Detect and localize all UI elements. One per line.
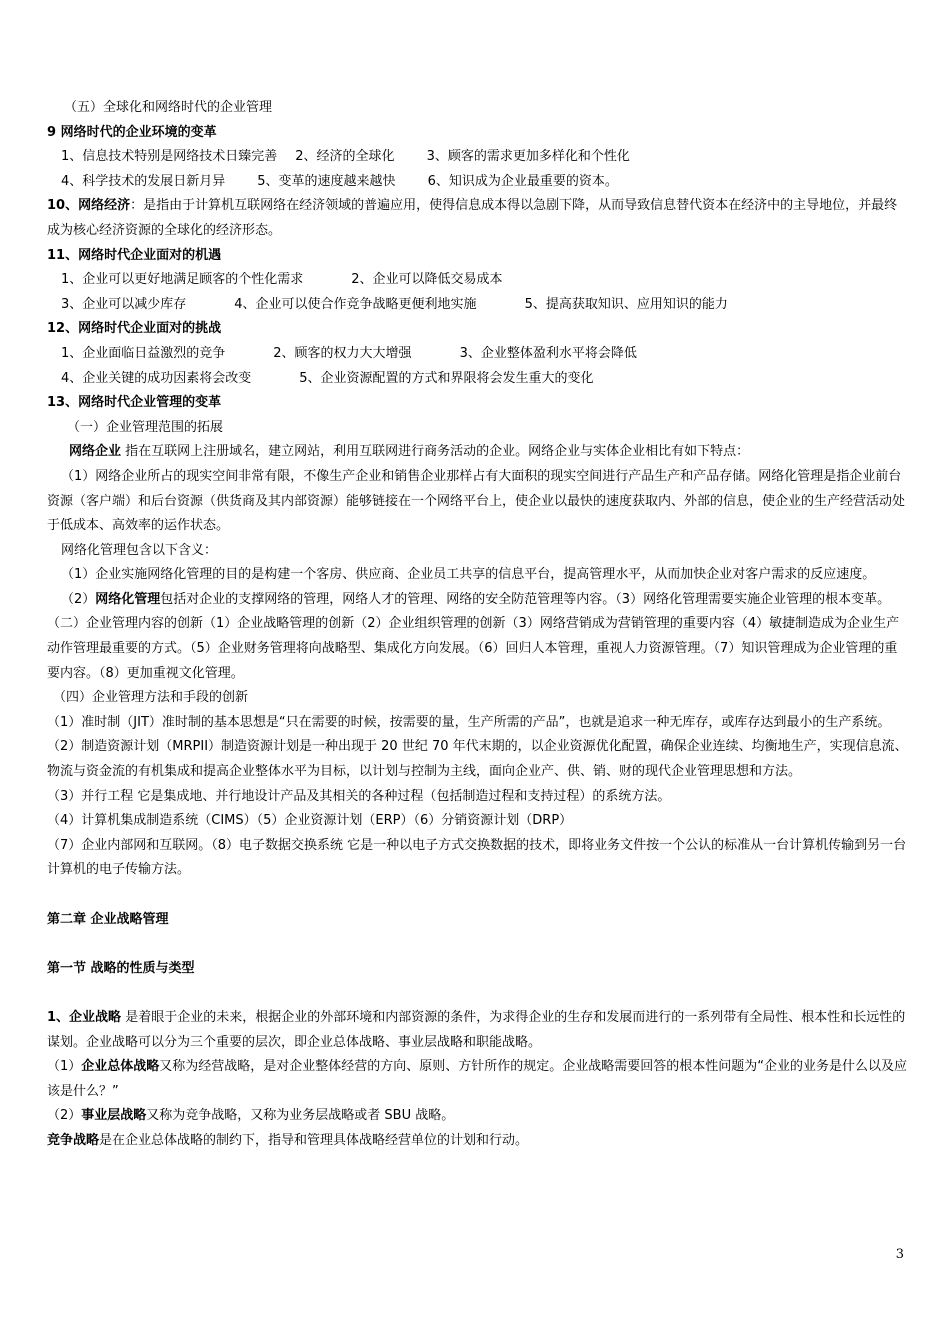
spacer — [47, 981, 909, 1006]
numbered-heading: 12、网络时代企业面对的挑战 — [47, 321, 222, 337]
spacer — [47, 883, 909, 908]
paragraph: （二）企业管理内容的创新（1）企业战略管理的创新（2）企业组织管理的创新（3）网络营销成为营销管理的重要内容（4）敏捷制造成为企业生产动作管理最重要的方式。（5）企业财务管理将向战略型、集成化方向发展。（6）回归人本管理，重视人力资源管理。（7）知识管理成为企业管理的重要内容。（8）更加重视文化管理。 — [47, 616, 900, 681]
paragraph: 竞争战略是在企业总体战略的制约下，指导和管理具体战略经营单位的计划和行动。 — [47, 1132, 529, 1148]
list-row: 4、科学技术的发展日新月异 5、变革的速度越来越快 6、知识成为企业最重要的资本。 — [61, 173, 618, 189]
list-row: 1、信息技术特别是网络技术日臻完善 2、经济的全球化 3、顾客的需求更加多样化和个性化 — [61, 149, 630, 165]
paragraph: （2）制造资源计划（MRPII）制造资源计划是一种出现于 20 世纪 70 年代末期的，以企业资源优化配置，确保企业连续、均衡地生产，实现信息流、物流与资金流的有机集成和提高企业整体水平为目标，以计划与控制为主线，面向企业产、供、销、财的现代企业管理思想和方法。 — [47, 739, 908, 780]
paragraph: （7）企业内部网和互联网。（8）电子数据交换系统 它是一种以电子方式交换数据的技术，即将业务文件按一个公认的标准从一台计算机传输到另一台计算机的电子传输方法。 — [47, 837, 907, 878]
page-number: 3 — [895, 1247, 904, 1262]
section-title: 第一节 战略的性质与类型 — [47, 960, 195, 976]
section-heading: （五）全球化和网络时代的企业管理 — [64, 100, 273, 115]
paragraph: （4）计算机集成制造系统（CIMS）（5）企业资源计划（ERP）（6）分销资源计划（DRP） — [47, 813, 573, 829]
paragraph: 网络企业 指在互联网上注册域名，建立网站，利用互联网进行商务活动的企业。网络企业与实体企业相比有如下特点： — [69, 444, 750, 460]
paragraph: （2）网络化管理包括对企业的支撑网络的管理，网络人才的管理、网络的安全防范管理等内容。（3）网络化管理需要实施企业管理的根本变革。 — [61, 591, 891, 607]
paragraph: （2）事业层战略又称为竞争战略，又称为业务层战略或者 SBU 战略。 — [47, 1108, 455, 1124]
list-row: 4、企业关键的成功因素将会改变 5、企业资源配置的方式和界限将会发生重大的变化 — [61, 370, 594, 386]
list-row: 1、企业面临日益激烈的竞争 2、顾客的权力大大增强 3、企业整体盈利水平将会降低 — [61, 345, 637, 361]
paragraph: （1）准时制（JIT）准时制的基本思想是“只在需要的时候，按需要的量，生产所需的产品”，也就是追求一种无库存，或库存达到最小的生产系统。 — [47, 714, 891, 730]
paragraph: （3）并行工程 它是集成地、并行地设计产品及其相关的各种过程（包括制造过程和支持过程）的系统方法。 — [47, 788, 671, 804]
numbered-heading: 9 网络时代的企业环境的变革 — [47, 124, 217, 140]
list-row: 3、企业可以减少库存 4、企业可以使合作竞争战略更便利地实施 5、提高获取知识、应用知识的能力 — [61, 296, 728, 312]
sub-heading: （一）企业管理范围的拓展 — [67, 419, 224, 435]
paragraph: 10、网络经济：是指由于计算机互联网络在经济领域的普遍应用，使得信息成本得以急剧下降，从而导致信息替代资本在经济中的主导地位，并最终成为核心经济资源的全球化的经济形态。 — [47, 198, 898, 238]
paragraph: （1）企业总体战略又称为经营战略，是对企业整体经营的方向、原则、方针所作的规定。企业战略需要回答的根本性问题为“企业的业务是什么以及应该是什么？” — [47, 1059, 908, 1099]
numbered-heading: 11、网络时代企业面对的机遇 — [47, 247, 222, 263]
paragraph: （1）网络企业所占的现实空间非常有限，不像生产企业和销售企业那样占有大面积的现实空间进行产品生产和产品存储。网络化管理是指企业前台资源（客户端）和后台资源（供货商及其内部资源）能够链接在一个网络平台上，使企业以最快的速度获取内、外部的信息，使企业的生产经营活动处于低成本、高效率的运作状态。 — [47, 468, 906, 534]
page-body — [47, 96, 909, 1154]
spacer — [47, 932, 909, 957]
paragraph: 1、企业战略 是着眼于企业的未来，根据企业的外部环境和内部资源的条件，为求得企业的生存和发展而进行的一系列带有全局性、根本性和长远性的谋划。企业战略可以分为三个重要的层次，即企业总体战略、事业层战略和职能战略。 — [47, 1009, 906, 1050]
sub-heading: （四）企业管理方法和手段的创新 — [53, 690, 249, 706]
paragraph: 网络化管理包含以下含义： — [61, 542, 218, 558]
paragraph: （1）企业实施网络化管理的目的是构建一个客房、供应商、企业员工共享的信息平台，提高管理水平，从而加快企业对客户需求的反应速度。 — [61, 567, 876, 583]
numbered-heading: 13、网络时代企业管理的变革 — [47, 395, 222, 411]
list-row: 1、企业可以更好地满足顾客的个性化需求 2、企业可以降低交易成本 — [61, 272, 503, 288]
chapter-title: 第二章 企业战略管理 — [47, 911, 169, 927]
